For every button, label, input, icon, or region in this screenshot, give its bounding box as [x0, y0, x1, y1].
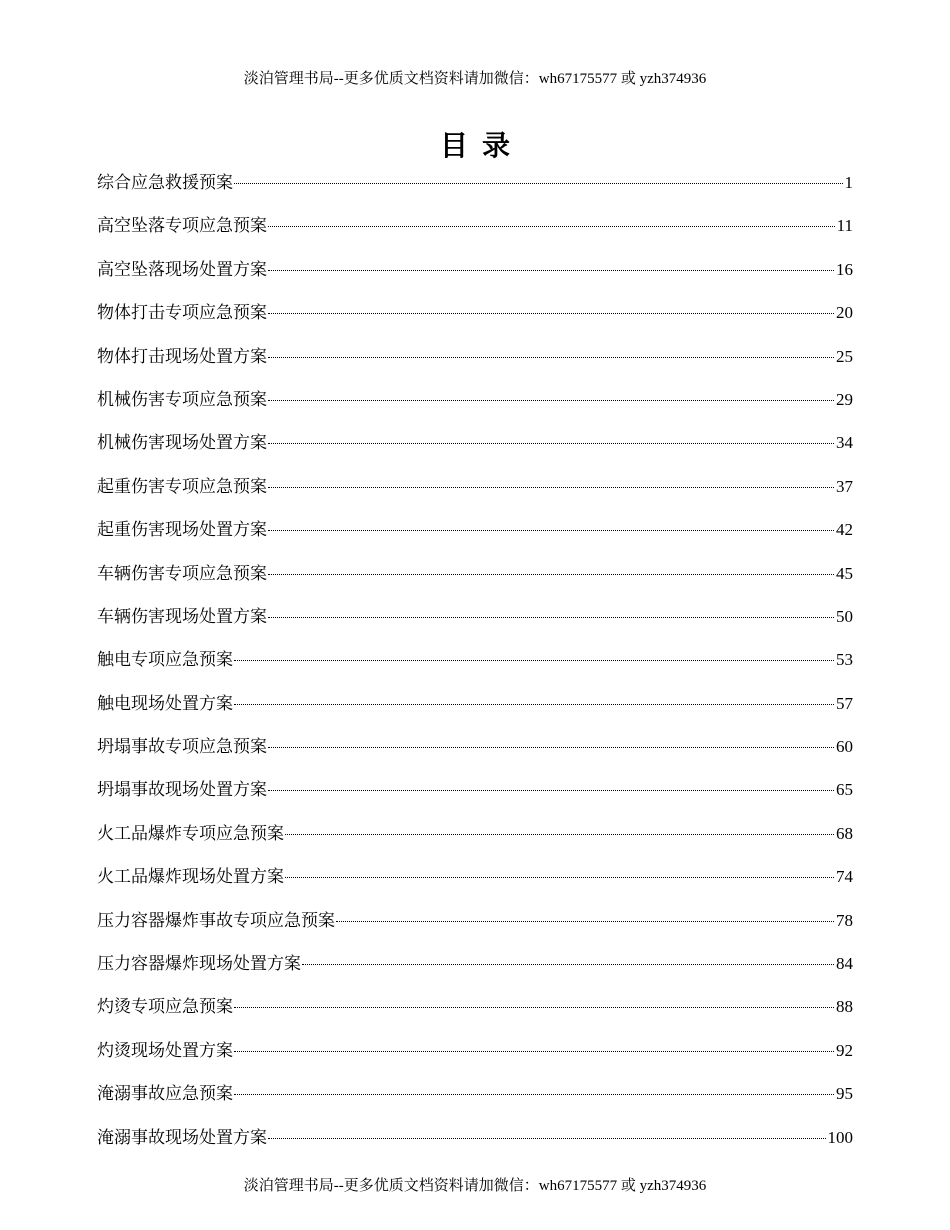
toc-entry-title: 灼烫专项应急预案: [97, 997, 233, 1018]
toc-dot-leader: [285, 834, 834, 835]
toc-entry[interactable]: [97, 994, 853, 1037]
toc-entry[interactable]: [97, 300, 853, 343]
toc-entry-page-number: 68: [836, 823, 853, 843]
toc-entry[interactable]: [97, 951, 853, 994]
toc-entry-page-number: 42: [836, 520, 853, 540]
toc-entry-title: 淹溺事故现场处置方案: [97, 1127, 267, 1148]
toc-dot-leader: [336, 921, 834, 922]
toc-dot-leader: [268, 530, 834, 531]
toc-entry-title: 综合应急救援预案: [97, 173, 233, 193]
toc-entry[interactable]: [97, 344, 853, 387]
toc-entry-page-number: 20: [836, 303, 853, 323]
toc-entry[interactable]: [97, 821, 853, 864]
toc-entry-title: 机械伤害专项应急预案: [97, 389, 267, 410]
toc-entry[interactable]: [97, 1038, 853, 1081]
toc-entry-page-number: 100: [827, 1127, 853, 1147]
toc-entry-page-number: 25: [836, 346, 853, 366]
toc-dot-leader: [268, 357, 834, 358]
toc-entry[interactable]: [97, 430, 853, 473]
toc-dot-leader: [268, 487, 834, 488]
toc-entry[interactable]: [97, 474, 853, 517]
toc-entry-title: 火工品爆炸现场处置方案: [97, 867, 284, 888]
page-footer-note: 淡泊管理书局--更多优质文档资料请加微信：wh67175577 或 yzh374936: [243, 1178, 707, 1194]
toc-dot-leader: [234, 660, 834, 661]
toc-entry-title: 起重伤害现场处置方案: [97, 520, 267, 541]
toc-dot-leader: [268, 1138, 826, 1139]
toc-entry[interactable]: [97, 387, 853, 430]
toc-entry-title: 火工品爆炸专项应急预案: [97, 823, 284, 844]
toc-entry[interactable]: [97, 170, 853, 213]
toc-entry-title: 高空坠落现场处置方案: [97, 259, 267, 280]
toc-entry-title: 坍塌事故现场处置方案: [97, 780, 267, 801]
toc-entry-page-number: 95: [836, 1084, 853, 1104]
toc-entry-page-number: 84: [836, 954, 853, 974]
toc-dot-leader: [268, 226, 835, 227]
toc-dot-leader: [302, 964, 834, 965]
toc-dot-leader: [268, 574, 834, 575]
toc-entry-page-number: 78: [836, 910, 853, 930]
table-of-contents: [97, 170, 853, 1168]
toc-entry-page-number: 53: [836, 650, 853, 670]
toc-dot-leader: [268, 617, 834, 618]
toc-entry[interactable]: [97, 864, 853, 907]
toc-entry-page-number: 74: [836, 867, 853, 887]
toc-entry[interactable]: [97, 257, 853, 300]
toc-entry[interactable]: [97, 604, 853, 647]
toc-entry[interactable]: [97, 1125, 853, 1168]
toc-entry-page-number: 29: [836, 389, 853, 409]
toc-entry-title: 灼烫现场处置方案: [97, 1040, 233, 1061]
toc-entry-title: 物体打击现场处置方案: [97, 346, 267, 367]
toc-entry-page-number: 60: [836, 737, 853, 757]
toc-entry[interactable]: [97, 647, 853, 690]
toc-entry-page-number: 34: [836, 433, 853, 453]
toc-entry-page-number: 50: [836, 606, 853, 626]
toc-entry-title: 压力容器爆炸事故专项应急预案: [97, 910, 335, 931]
toc-dot-leader: [268, 443, 834, 444]
toc-dot-leader: [234, 183, 843, 184]
toc-entry-title: 车辆伤害专项应急预案: [97, 563, 267, 584]
toc-entry-page-number: 92: [836, 1040, 853, 1060]
toc-entry-page-number: 88: [836, 997, 853, 1017]
toc-entry-title: 触电专项应急预案: [97, 650, 233, 671]
toc-entry-title: 坍塌事故专项应急预案: [97, 737, 267, 758]
toc-entry[interactable]: [97, 517, 853, 560]
toc-dot-leader: [268, 313, 834, 314]
toc-entry-title: 淹溺事故应急预案: [97, 1084, 233, 1105]
toc-entry[interactable]: [97, 734, 853, 777]
toc-entry[interactable]: [97, 561, 853, 604]
toc-title: 目录: [439, 129, 524, 162]
toc-entry-page-number: 11: [836, 216, 853, 236]
toc-entry-page-number: 1: [844, 173, 853, 192]
toc-dot-leader: [268, 790, 834, 791]
toc-entry-page-number: 37: [836, 476, 853, 496]
toc-entry[interactable]: [97, 908, 853, 951]
toc-entry-title: 机械伤害现场处置方案: [97, 433, 267, 454]
toc-entry-title: 高空坠落专项应急预案: [97, 216, 267, 237]
toc-dot-leader: [268, 400, 834, 401]
toc-entry-title: 车辆伤害现场处置方案: [97, 606, 267, 627]
toc-entry-title: 触电现场处置方案: [97, 693, 233, 714]
toc-entry-title: 物体打击专项应急预案: [97, 303, 267, 324]
toc-entry-page-number: 45: [836, 563, 853, 583]
toc-dot-leader: [268, 747, 834, 748]
toc-entry-page-number: 65: [836, 780, 853, 800]
toc-entry-title: 起重伤害专项应急预案: [97, 476, 267, 497]
toc-dot-leader: [234, 1051, 834, 1052]
toc-entry[interactable]: [97, 691, 853, 734]
toc-entry[interactable]: [97, 1081, 853, 1124]
toc-dot-leader: [285, 877, 834, 878]
toc-entry[interactable]: [97, 777, 853, 820]
toc-entry-page-number: 16: [836, 259, 853, 279]
toc-dot-leader: [268, 270, 834, 271]
toc-dot-leader: [234, 1094, 834, 1095]
toc-entry[interactable]: [97, 213, 853, 256]
toc-dot-leader: [234, 704, 834, 705]
toc-dot-leader: [234, 1007, 834, 1008]
page-header-note: 淡泊管理书局--更多优质文档资料请加微信：wh67175577 或 yzh374936: [243, 71, 707, 87]
toc-entry-title: 压力容器爆炸现场处置方案: [97, 954, 301, 975]
toc-entry-page-number: 57: [836, 693, 853, 713]
